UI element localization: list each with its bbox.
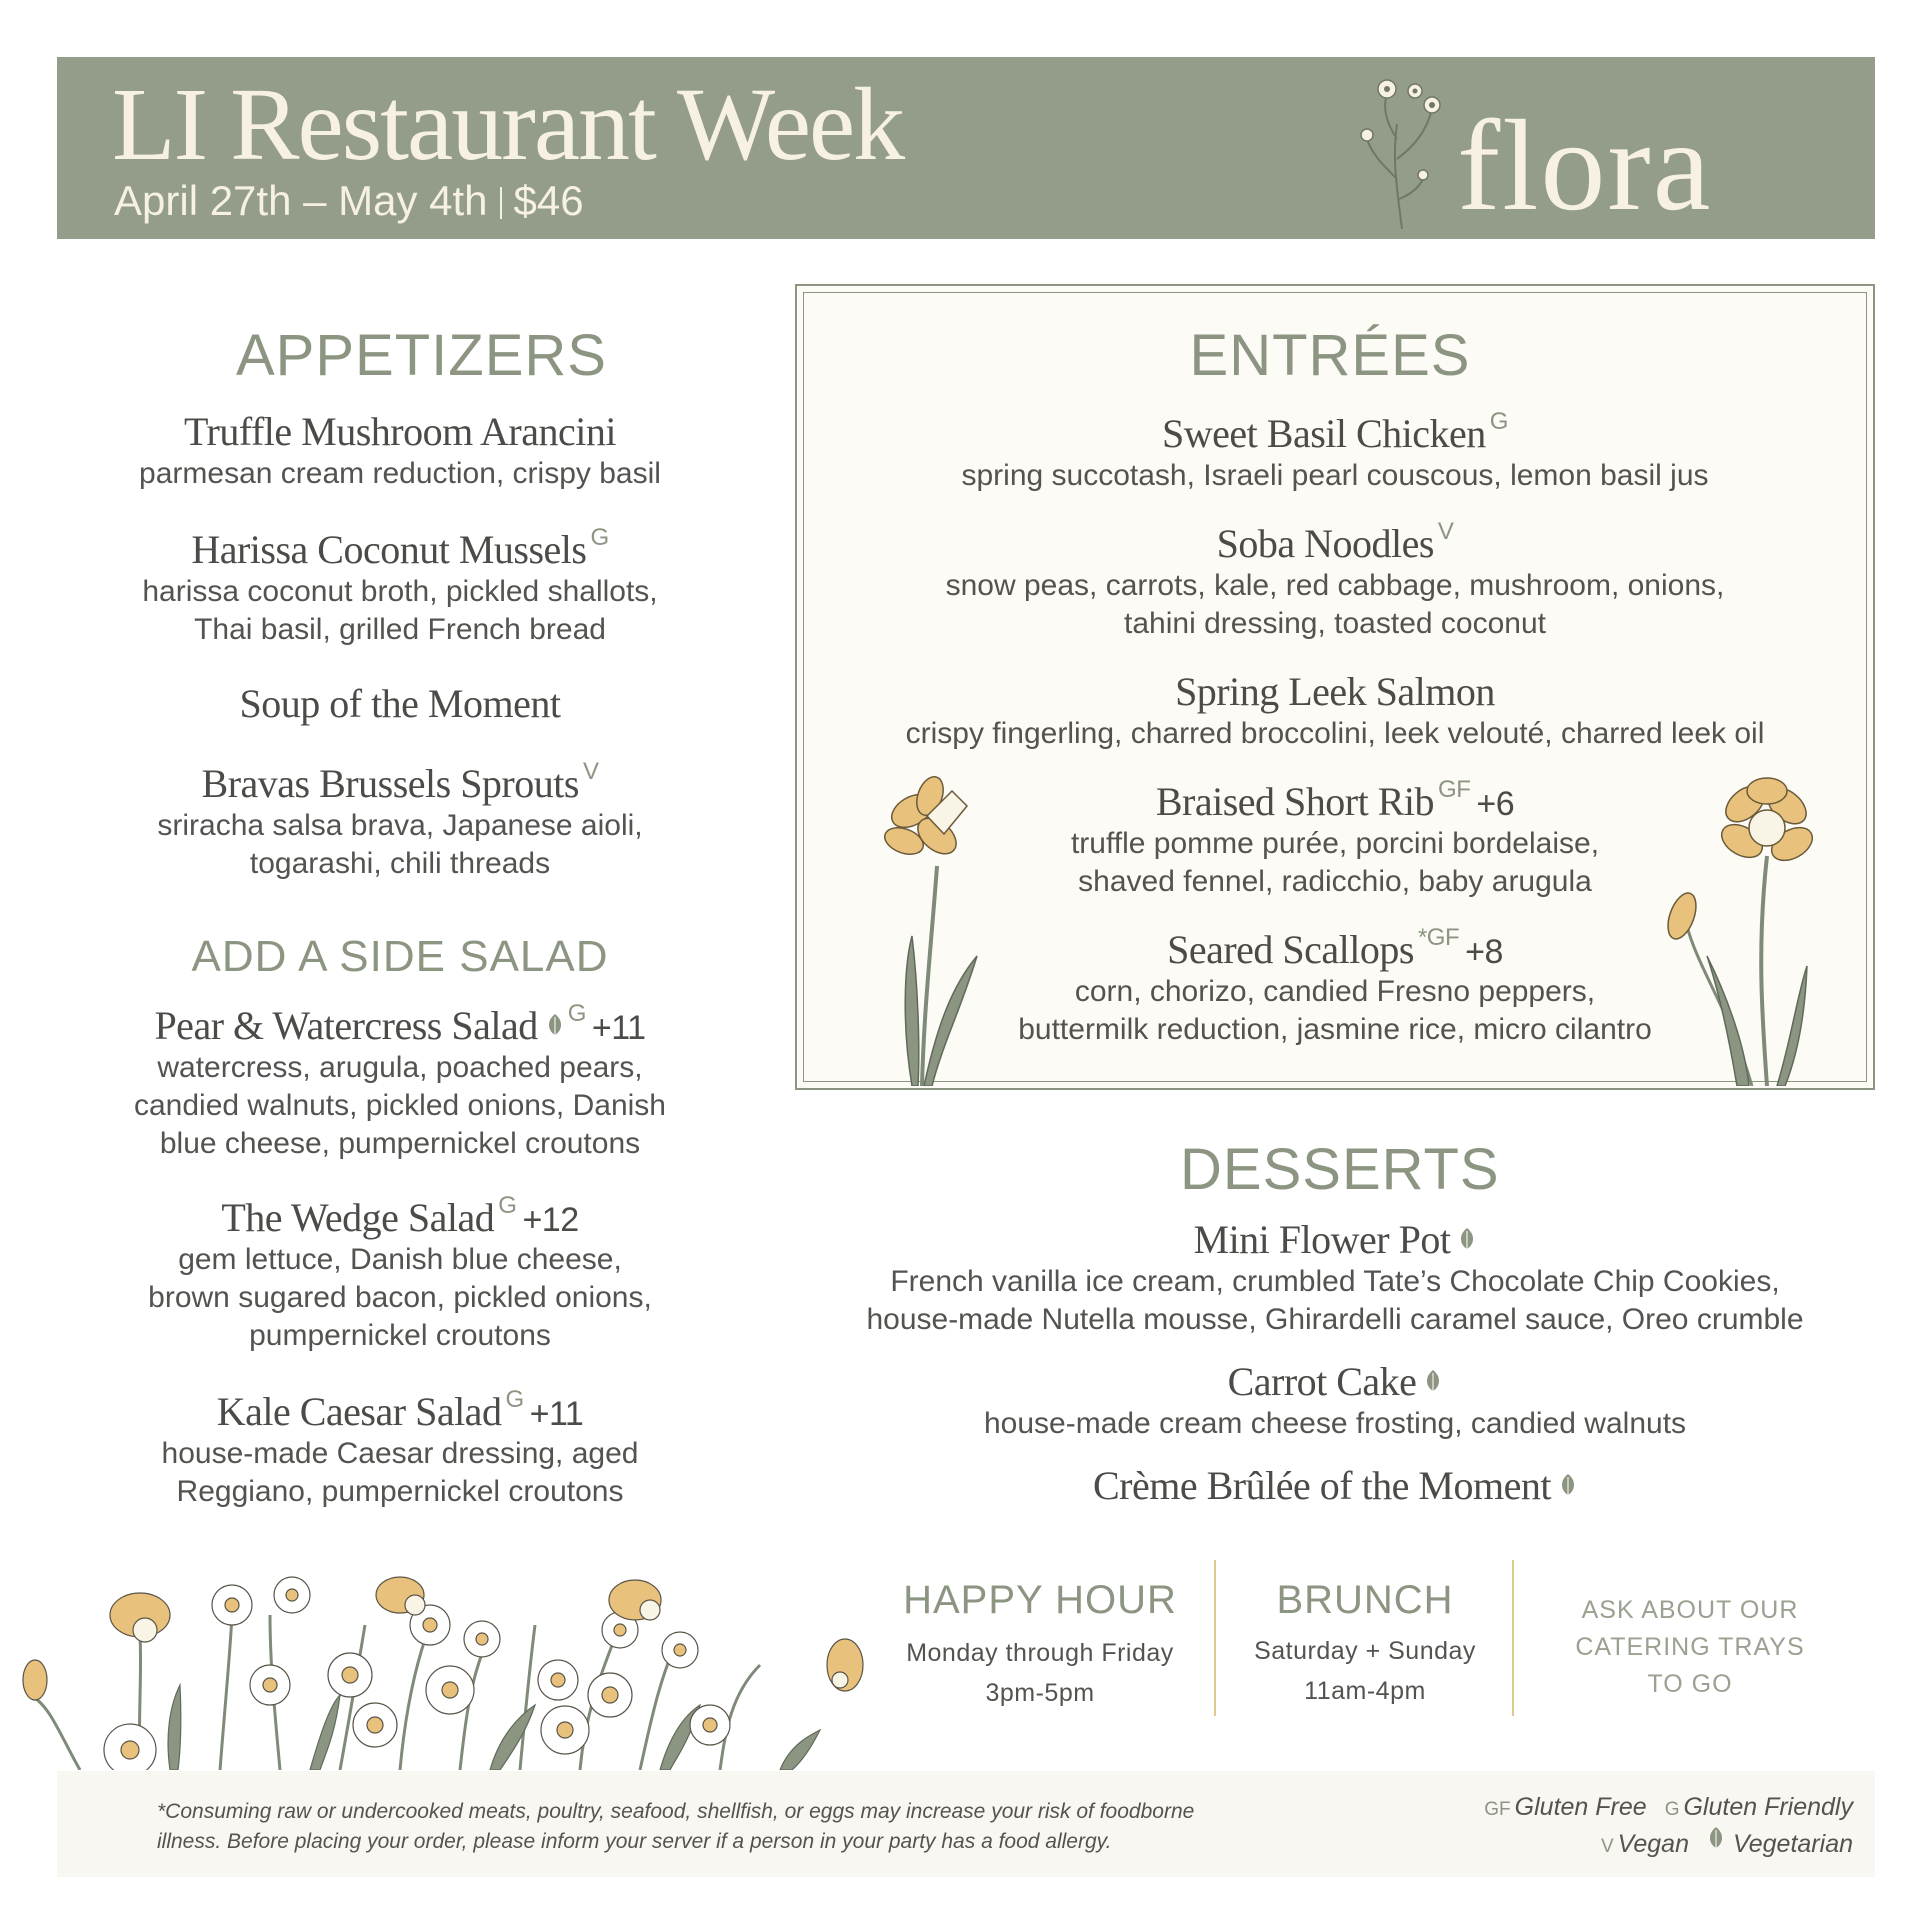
item-price: +6 — [1476, 785, 1515, 823]
item-desc: togarashi, chili threads — [249, 847, 551, 880]
item-desc: house-made Nutella mousse, Ghirardelli caramel sauce, Oreo crumble — [866, 1303, 1804, 1336]
item-desc: snow peas, carrots, kale, red cabbage, mushroom, onions, — [945, 569, 1725, 602]
item-name — [90, 1192, 710, 1241]
restaurant-logo: flora — [1457, 94, 1713, 238]
item-name — [800, 1216, 1870, 1263]
item-desc: blue cheese, pumpernickel croutons — [159, 1127, 641, 1160]
item-price: +11 — [591, 1009, 646, 1047]
diet-tag: *GF — [1417, 924, 1460, 951]
flower-border-illustration — [20, 1555, 870, 1770]
item-name — [830, 776, 1840, 825]
item-price: +11 — [529, 1395, 584, 1433]
item-name — [90, 1000, 710, 1049]
item-desc: spring succotash, Israeli pearl couscous, lemon basil jus — [961, 459, 1709, 492]
diet-tag: V — [1437, 518, 1454, 545]
item-name — [90, 1386, 710, 1435]
menu-item — [830, 668, 1840, 753]
item-name-text: Seared Scallops — [1167, 927, 1414, 972]
header-price: $46 — [513, 177, 584, 224]
leaf-icon — [1559, 1473, 1577, 1497]
catering-line: CATERING TRAYS — [1575, 1633, 1805, 1661]
item-desc: Thai basil, grilled French bread — [194, 613, 606, 646]
legend-code: V — [1600, 1836, 1614, 1857]
item-desc: harissa coconut broth, pickled shallots, — [142, 575, 658, 608]
item-name: Truffle Mushroom Arancini — [184, 409, 616, 454]
brunch-block — [1230, 1578, 1500, 1711]
item-name — [830, 924, 1840, 973]
divider — [1214, 1560, 1216, 1716]
item-name — [800, 1462, 1870, 1509]
disclaimer-line: illness. Before placing your order, please inform your server if a person in your party has a food allergy. — [157, 1830, 1112, 1853]
item-name-text: Pear & Watercress Salad — [154, 1003, 538, 1048]
item-desc: pumpernickel croutons — [249, 1319, 551, 1352]
item-name — [800, 1358, 1870, 1405]
diet-tag: G — [505, 1386, 524, 1413]
item-desc: French vanilla ice cream, crumbled Tate’s Chocolate Chip Cookies, — [890, 1265, 1780, 1298]
happy-hour-hours: 3pm-5pm — [985, 1679, 1095, 1707]
entrees-heading: ENTRÉES — [1189, 323, 1471, 388]
diet-tag: GF — [1438, 776, 1471, 803]
item-name-text: Crème Brûlée of the Moment — [1093, 1463, 1551, 1508]
legend-row — [1484, 1826, 1853, 1863]
item-name — [90, 524, 710, 573]
header-banner — [57, 57, 1875, 239]
legend-label: Vegetarian — [1733, 1830, 1853, 1858]
header-subtitle — [114, 177, 584, 225]
leaf-icon — [1458, 1227, 1476, 1251]
brunch-title: BRUNCH — [1276, 1578, 1454, 1622]
menu-item — [90, 1386, 710, 1511]
item-desc: buttermilk reduction, jasmine rice, micro cilantro — [1018, 1013, 1652, 1046]
divider — [1512, 1560, 1514, 1716]
item-desc: truffle pomme purée, porcini bordelaise, — [1070, 827, 1600, 860]
item-name — [90, 758, 710, 807]
flower-logo-icon — [1357, 69, 1467, 229]
item-desc: watercress, arugula, poached pears, — [157, 1051, 643, 1084]
menu-item — [90, 1192, 710, 1355]
item-desc: candied walnuts, pickled onions, Danish — [134, 1089, 666, 1122]
item-desc: Reggiano, pumpernickel croutons — [176, 1475, 624, 1508]
happy-hour-block — [880, 1578, 1200, 1713]
menu-item — [90, 680, 710, 727]
legend-code: GF — [1484, 1799, 1511, 1820]
menu-item — [830, 408, 1840, 495]
item-name-text: Braised Short Rib — [1155, 779, 1435, 824]
leaf-icon — [546, 1013, 564, 1037]
item-price: +12 — [522, 1201, 579, 1239]
item-desc: gem lettuce, Danish blue cheese, — [178, 1243, 622, 1276]
menu-item — [830, 518, 1840, 643]
menu-item — [830, 776, 1840, 901]
legend-row — [1484, 1791, 1853, 1826]
legend-label: Gluten Friendly — [1683, 1793, 1853, 1821]
leaf-icon — [1707, 1826, 1725, 1850]
catering-note — [1530, 1592, 1850, 1703]
menu-item — [90, 524, 710, 649]
appetizers-heading: APPETIZERS — [236, 323, 607, 388]
menu-item — [800, 1358, 1870, 1443]
item-name: Spring Leek Salmon — [1175, 669, 1495, 714]
item-name-text: Kale Caesar Salad — [216, 1389, 502, 1434]
item-name — [830, 408, 1840, 457]
footer — [57, 1771, 1875, 1877]
menu-item — [90, 1000, 710, 1163]
item-desc: parmesan cream reduction, crispy basil — [139, 457, 661, 490]
item-desc: tahini dressing, toasted coconut — [1124, 607, 1546, 640]
diet-tag: G — [498, 1192, 517, 1219]
happy-hour-days: Monday through Friday — [906, 1639, 1174, 1667]
item-name — [830, 518, 1840, 567]
catering-line: ASK ABOUT OUR — [1581, 1596, 1799, 1624]
brunch-hours: 11am-4pm — [1304, 1677, 1426, 1705]
desserts-heading: DESSERTS — [1180, 1137, 1500, 1202]
item-name: Soup of the Moment — [239, 681, 561, 726]
item-name-text: Soba Noodles — [1216, 521, 1434, 566]
menu-item — [90, 408, 710, 493]
diet-tag: G — [1489, 408, 1508, 435]
dietary-legend — [1484, 1791, 1853, 1863]
menu-item — [830, 924, 1840, 1049]
header-title: LI Restaurant Week — [112, 67, 904, 182]
leaf-icon — [1424, 1369, 1442, 1393]
menu-item — [800, 1462, 1870, 1509]
disclaimer-line: *Consuming raw or undercooked meats, poultry, seafood, shellfish, or eggs may increase your risk of foodborne — [157, 1800, 1195, 1823]
item-desc: house-made Caesar dressing, aged — [161, 1437, 639, 1470]
header-dates: April 27th – May 4th — [114, 177, 488, 224]
menu-item — [800, 1216, 1870, 1339]
item-price: +8 — [1465, 933, 1503, 971]
diet-tag: V — [582, 758, 599, 785]
item-name-text: The Wedge Salad — [221, 1195, 495, 1240]
item-desc: sriracha salsa brava, Japanese aioli, — [157, 809, 643, 842]
diet-tag: G — [567, 1000, 586, 1027]
item-name-text: Harissa Coconut Mussels — [191, 527, 587, 572]
diet-tag: G — [590, 524, 609, 551]
item-desc: brown sugared bacon, pickled onions, — [148, 1281, 652, 1314]
item-desc: house-made cream cheese frosting, candied walnuts — [983, 1407, 1687, 1440]
item-name-text: Carrot Cake — [1227, 1359, 1417, 1404]
divider — [500, 187, 502, 219]
legend-code: G — [1664, 1799, 1680, 1820]
legend-label: Vegan — [1617, 1830, 1689, 1858]
catering-line: TO GO — [1647, 1670, 1733, 1698]
item-name-text: Sweet Basil Chicken — [1162, 411, 1486, 456]
brunch-days: Saturday + Sunday — [1254, 1637, 1476, 1665]
item-desc: shaved fennel, radicchio, baby arugula — [1078, 865, 1592, 898]
item-desc: crispy fingerling, charred broccolini, leek velouté, charred leek oil — [905, 717, 1765, 750]
item-name-text: Bravas Brussels Sprouts — [201, 761, 579, 806]
item-desc: corn, chorizo, candied Fresno peppers, — [1074, 975, 1596, 1008]
side-salad-heading: ADD A SIDE SALAD — [191, 932, 609, 981]
menu-item — [90, 758, 710, 883]
happy-hour-title: HAPPY HOUR — [903, 1578, 1177, 1622]
allergy-disclaimer — [157, 1797, 1194, 1857]
item-name-text: Mini Flower Pot — [1193, 1217, 1451, 1262]
legend-label: Gluten Free — [1514, 1793, 1647, 1821]
